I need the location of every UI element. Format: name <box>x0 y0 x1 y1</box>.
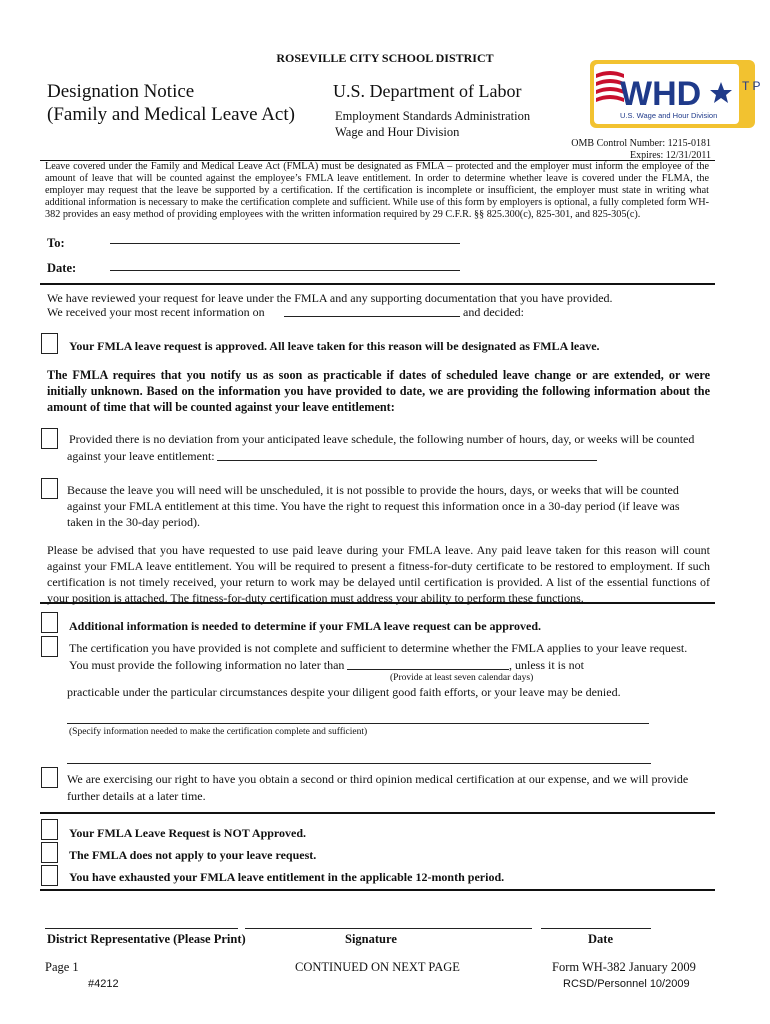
notify-paragraph: The FMLA requires that you notify us as soon as practicable if dates of scheduled leave change or are extended, or were initially unknown. Based on the information you have provided to date, we are providing the following information about the amount of time that will be counted against your leave entitlement: <box>47 368 710 414</box>
form-title-line2: (Family and Medical Leave Act) <box>47 104 295 125</box>
form-number: Form WH-382 January 2009 <box>552 960 696 974</box>
certification-line2-prefix: You must provide the following information no later than <box>69 658 345 672</box>
date-field[interactable] <box>110 270 460 271</box>
specify-field[interactable] <box>67 723 649 724</box>
additional-info-text: Additional information is needed to determine if your FMLA leave request can be approved. <box>69 619 541 633</box>
section-rule-1 <box>40 283 715 285</box>
exhausted-text: You have exhausted your FMLA leave entitlement in the applicable 12-month period. <box>69 870 505 884</box>
received-date-field[interactable] <box>284 316 460 317</box>
omb-number: OMB Control Number: 1215-0181 <box>571 138 711 149</box>
dol-subtitle <box>335 108 530 140</box>
certification-checkbox[interactable] <box>41 636 58 657</box>
second-opinion-line2: further details at a later time. <box>67 789 206 803</box>
review-line2-suffix: and decided: <box>463 305 524 319</box>
continued-note: CONTINUED ON NEXT PAGE <box>295 960 460 974</box>
certification-line2-suffix: , unless it is not <box>509 658 585 672</box>
certification-line1: The certification you have provided is not complete and sufficient to determine whether the FMLA applies to your leave request. <box>69 641 688 655</box>
rcsd-revision: RCSD/Personnel 10/2009 <box>563 978 690 990</box>
rep-name-field[interactable] <box>45 928 238 929</box>
whd-logo-graphic <box>590 60 761 128</box>
practicable-text: practicable under the particular circumstances despite your diligent good faith efforts, or your leave may be denied. <box>67 685 621 699</box>
deviation-line1: Provided there is no deviation from your anticipated leave schedule, the following number of hours, day, or weeks will be counted <box>69 432 695 446</box>
paid-leave-paragraph: Please be advised that you have requested to use paid leave during your FMLA leave. Any paid leave taken for this reason will count against your FMLA leave entitlement. You will be required to present a fitness-for-duty certificate to be restored to employment. If such certification is not timely received, your return to work may be delayed until certification is provided. A list of the essential functions of your position is attached. The fitness-for-duty certification must address your ability to perform these functions. <box>47 543 710 605</box>
rep-label: District Representative (Please Print) <box>47 932 246 946</box>
unscheduled-checkbox[interactable] <box>41 478 58 499</box>
whd-logo-side: T P <box>742 79 761 93</box>
second-opinion-line1: We are exercising our right to have you obtain a second or third opinion medical certification at our expense, and we will provide <box>67 772 689 786</box>
review-line1: We have reviewed your request for leave under the FMLA and any supporting documentation that you have provided. <box>47 291 613 305</box>
doc-number: #4212 <box>88 978 119 990</box>
to-label: To: <box>47 236 65 250</box>
omb-control <box>571 138 711 162</box>
dol-esa: Employment Standards Administration <box>335 109 531 123</box>
form-title <box>47 80 295 126</box>
section-rule-2 <box>40 602 715 604</box>
form-title-line1: Designation Notice <box>47 81 195 102</box>
leave-amount-field[interactable] <box>217 460 597 461</box>
dol-whd: Wage and Hour Division <box>335 125 460 139</box>
signature-field[interactable] <box>245 928 532 929</box>
district-name: ROSEVILLE CITY SCHOOL DISTRICT <box>276 51 494 65</box>
signature-label: Signature <box>345 932 397 946</box>
not-approved-text: Your FMLA Leave Request is NOT Approved. <box>69 826 307 840</box>
unscheduled-line2: against your FMLA entitlement at this time. You have the right to request this information once in a 30-day period (if leave was <box>67 499 680 513</box>
exhausted-checkbox[interactable] <box>41 865 58 886</box>
deviation-line2: against your leave entitlement: <box>67 449 215 463</box>
page-number: Page 1 <box>45 960 79 974</box>
not-apply-checkbox[interactable] <box>41 842 58 863</box>
dol-title: U.S. Department of Labor <box>333 81 522 101</box>
section-rule-4 <box>40 889 715 891</box>
not-apply-text: The FMLA does not apply to your leave request. <box>69 848 317 862</box>
date-sign-field[interactable] <box>541 928 651 929</box>
provide-note: (Provide at least seven calendar days) <box>390 673 534 683</box>
specify-note: (Specify information needed to make the certification complete and sufficient) <box>69 727 368 737</box>
specify-field-2[interactable] <box>67 763 651 764</box>
additional-info-checkbox[interactable] <box>41 612 58 633</box>
section-rule-3 <box>40 812 715 814</box>
to-field[interactable] <box>110 243 460 244</box>
whd-logo <box>590 60 761 128</box>
unscheduled-line3: taken in the 30-day period). <box>67 515 200 529</box>
approved-checkbox[interactable] <box>41 333 58 354</box>
deviation-checkbox[interactable] <box>41 428 58 449</box>
intro-paragraph: Leave covered under the Family and Medical Leave Act (FMLA) must be designated as FMLA – protected and the employer must inform the employee of the amount of leave that will be counted against the employee’s FMLA leave entitlement. In order to determine whether leave is covered under the FLMA, the employer may request that the leave be supported by a certification. If the certification is incomplete or insufficient, the employer must state in writing what additional information is necessary to make the certification complete and sufficient. While use of this form by employers is optional, a fully completed form WH-382 provides an easy method of providing employees with the written information required by 29 C.F.R. §§ 825.300(c), 825-301, and 825-305(c). <box>45 161 709 220</box>
second-opinion-checkbox[interactable] <box>41 767 58 788</box>
unscheduled-line1: Because the leave you will need will be unscheduled, it is not possible to provide the hours, days, or weeks that will be counted <box>67 483 679 497</box>
whd-logo-caption: U.S. Wage and Hour Division <box>620 111 718 120</box>
omb-expires: Expires: 12/31/2011 <box>629 150 711 161</box>
approved-text: Your FMLA leave request is approved. All leave taken for this reason will be designated as FMLA leave. <box>69 339 600 353</box>
date-label: Date: <box>47 261 77 275</box>
date-sign-label: Date <box>588 932 613 946</box>
not-approved-checkbox[interactable] <box>41 819 58 840</box>
deadline-field[interactable] <box>347 669 509 670</box>
whd-logo-letters: WHD <box>620 75 702 113</box>
review-line2-prefix: We received your most recent information on <box>47 305 265 319</box>
